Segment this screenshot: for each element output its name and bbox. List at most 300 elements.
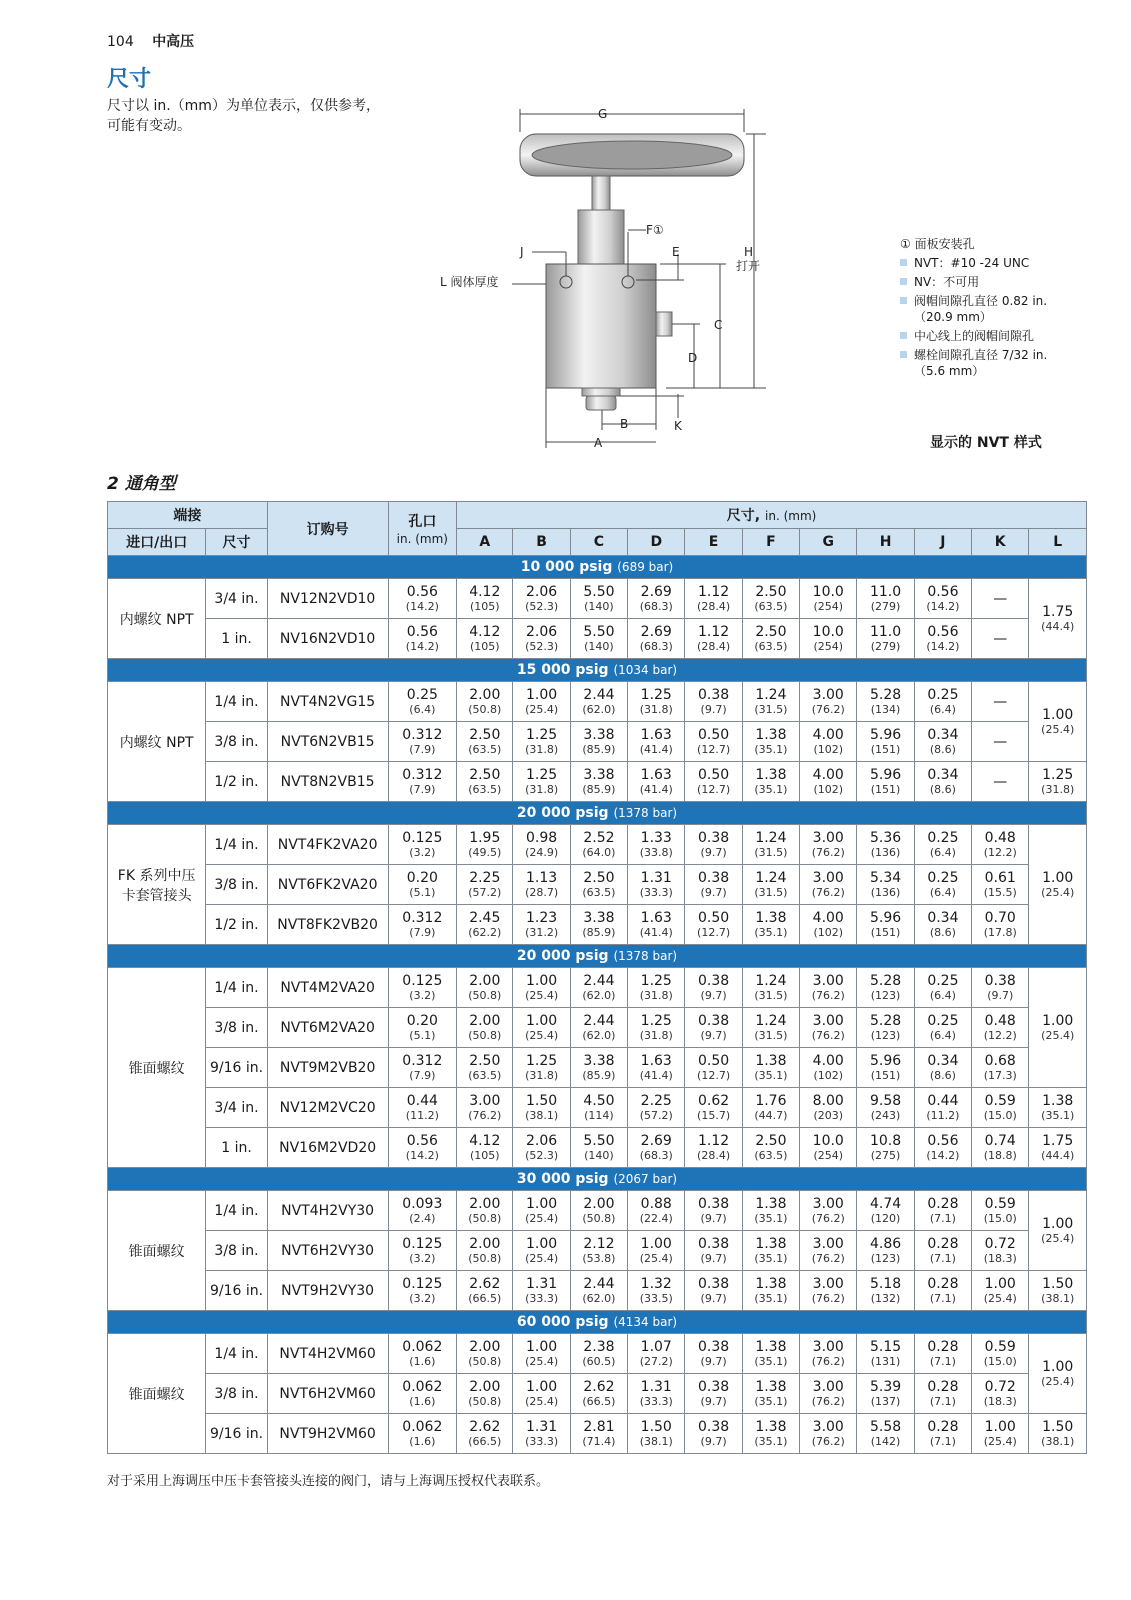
dim-cell-d <box>628 1128 685 1168</box>
size-cell: 3/4 in. <box>206 579 267 619</box>
value-in: 0.38 <box>698 1419 730 1435</box>
dim-cell-f <box>742 762 799 802</box>
bullet-icon <box>900 278 907 285</box>
value-in: 4.86 <box>869 1236 902 1252</box>
value-in: 10.0 <box>812 584 844 600</box>
dim-cell-f <box>742 619 799 659</box>
dim-cell-g <box>800 762 857 802</box>
table-row <box>108 722 1087 762</box>
dim-cell-d <box>628 1008 685 1048</box>
orifice-cell <box>388 1048 457 1088</box>
value-mm: (31.8) <box>639 1029 673 1042</box>
dim-cell-k <box>972 1088 1029 1128</box>
value-mm: (49.5) <box>468 846 502 859</box>
value-in: 1.50 <box>526 1093 558 1109</box>
value-in: 0.38 <box>698 1339 730 1355</box>
value-mm: (17.8) <box>983 926 1017 939</box>
label-H: H <box>744 245 754 259</box>
size-cell: 9/16 in. <box>206 1048 267 1088</box>
dim-cell-k <box>972 1008 1029 1048</box>
value-in: 5.28 <box>869 1013 902 1029</box>
value-mm: (38.1) <box>1041 1292 1075 1305</box>
dim-cell-b <box>513 1088 570 1128</box>
dim-cell-c <box>570 1271 627 1311</box>
value-in: 4.00 <box>812 767 844 783</box>
value-in: 0.50 <box>698 910 730 926</box>
value-in: 0.20 <box>406 1013 438 1029</box>
dim-cell-g <box>800 968 857 1008</box>
value-mm: (132) <box>870 1292 901 1305</box>
value-mm: (1.6) <box>409 1435 436 1448</box>
value-in: 0.38 <box>698 870 730 886</box>
value-mm: (14.2) <box>926 640 960 653</box>
dim-cell-e <box>685 579 742 619</box>
dim-cell-k <box>972 1191 1029 1231</box>
dim-cell-h <box>857 968 914 1008</box>
value-in: 1.07 <box>640 1339 672 1355</box>
dim-cell-e <box>685 1414 742 1454</box>
value-mm: (105) <box>469 640 500 653</box>
value-in: 2.45 <box>469 910 501 926</box>
bullet-icon <box>900 332 907 339</box>
dim-cell-c <box>570 682 627 722</box>
table-row <box>108 1374 1087 1414</box>
value-in: 0.38 <box>698 1236 730 1252</box>
value-in: 0.56 <box>927 1133 959 1149</box>
label-E: E <box>672 245 680 259</box>
dim-cell-j <box>914 1271 971 1311</box>
note-item <box>900 293 1047 325</box>
note-text: NV：不可用 <box>914 275 980 289</box>
dim-cell-f <box>742 1231 799 1271</box>
dim-cell-j <box>914 905 971 945</box>
value-in: 0.56 <box>927 584 959 600</box>
value-mm: (33.3) <box>525 1292 559 1305</box>
value-mm: (63.5) <box>582 886 616 899</box>
dim-cell-d <box>628 579 685 619</box>
order-number-cell: NVT4H2VM60 <box>267 1334 388 1374</box>
value-in: 0.59 <box>984 1339 1016 1355</box>
value-in: 5.28 <box>869 973 902 989</box>
size-cell: 1/4 in. <box>206 1334 267 1374</box>
port-type-cell: 锥面螺纹 <box>108 1191 206 1311</box>
value-mm: (136) <box>870 886 901 899</box>
col-header-l: L <box>1029 529 1087 556</box>
value-in: 0.56 <box>406 624 438 640</box>
dim-cell-f <box>742 682 799 722</box>
dim-cell-k <box>972 682 1029 722</box>
value-in: 2.69 <box>640 1133 672 1149</box>
dim-cell-f <box>742 1334 799 1374</box>
size-cell: 1/4 in. <box>206 968 267 1008</box>
value-mm: (14.2) <box>926 1149 960 1162</box>
orifice-cell <box>388 1088 457 1128</box>
value-mm: (66.5) <box>468 1292 502 1305</box>
dim-cell-l <box>1029 1271 1087 1311</box>
value-in: 5.36 <box>869 830 902 846</box>
dim-cell-f <box>742 905 799 945</box>
value-mm: (131) <box>870 1355 901 1368</box>
value-mm: (66.5) <box>582 1395 616 1408</box>
value-mm: (137) <box>870 1395 901 1408</box>
value-mm: (85.9) <box>582 743 616 756</box>
value-mm: (18.8) <box>983 1149 1017 1162</box>
value-in: 0.56 <box>406 1133 438 1149</box>
value-mm: (9.7) <box>700 1029 727 1042</box>
value-mm: (114) <box>584 1109 614 1122</box>
value-in: 3.00 <box>812 1339 844 1355</box>
dim-cell-f <box>742 1048 799 1088</box>
value-mm: (15.5) <box>983 886 1017 899</box>
value-in: 10.0 <box>812 624 844 640</box>
value-mm: (123) <box>870 1029 901 1042</box>
dim-cell-c <box>570 865 627 905</box>
value-in: 1.00 <box>526 1379 558 1395</box>
value-in: 2.06 <box>526 1133 558 1149</box>
table-row <box>108 1008 1087 1048</box>
col-header-k: K <box>972 529 1029 556</box>
port-type-cell: 内螺纹 NPT <box>108 682 206 802</box>
value-in: 1.25 <box>640 973 672 989</box>
orifice-cell <box>388 1414 457 1454</box>
value-in: 0.125 <box>402 830 443 846</box>
value-in: 2.52 <box>583 830 615 846</box>
value-mm: (35.1) <box>754 1212 788 1225</box>
size-cell: 3/4 in. <box>206 1088 267 1128</box>
value-mm: (33.3) <box>639 1395 673 1408</box>
dim-cell-c <box>570 722 627 762</box>
value-mm: (25.4) <box>525 1212 559 1225</box>
value-in: 2.06 <box>526 624 558 640</box>
value-mm: (7.1) <box>929 1435 956 1448</box>
note-text: 阀帽间隙孔直径 0.82 in. <box>914 294 1048 308</box>
pressure-rating: 20 000 psig <box>516 948 609 964</box>
value-in: 5.96 <box>869 910 902 926</box>
section-title: 中高压 <box>152 34 195 50</box>
dim-cell-l <box>1029 762 1087 802</box>
dim-cell-h <box>857 1334 914 1374</box>
value-in: 4.12 <box>469 584 501 600</box>
dim-cell-l <box>1029 1334 1087 1414</box>
value-mm: (9.7) <box>700 886 727 899</box>
value-mm: (9.7) <box>987 989 1014 1002</box>
dim-cell-k <box>972 968 1029 1008</box>
order-number-cell: NVT4N2VG15 <box>267 682 388 722</box>
value-mm: (123) <box>870 1252 901 1265</box>
value-in: 0.28 <box>927 1196 959 1212</box>
dim-cell-k <box>972 722 1029 762</box>
pressure-rating: 15 000 psig <box>516 662 609 678</box>
dim-cell-f <box>742 1414 799 1454</box>
value-in: 2.69 <box>640 584 672 600</box>
value-mm: (203) <box>813 1109 844 1122</box>
value-in: 1.24 <box>755 830 787 846</box>
value-mm: (71.4) <box>582 1435 616 1448</box>
dim-cell-e <box>685 905 742 945</box>
dim-cell-b <box>513 762 570 802</box>
dim-cell-d <box>628 1271 685 1311</box>
dim-cell-j <box>914 762 971 802</box>
value-mm: (102) <box>813 1069 844 1082</box>
value-in: 1.12 <box>698 624 730 640</box>
value-in: 1.38 <box>755 1236 787 1252</box>
value-in: 3.00 <box>812 1236 844 1252</box>
dim-cell-a <box>457 1334 513 1374</box>
dim-cell-b <box>513 1008 570 1048</box>
value-in: 11.0 <box>869 624 902 640</box>
value-in: 0.38 <box>698 1196 730 1212</box>
value-in: 4.50 <box>583 1093 615 1109</box>
dim-cell-j <box>914 1048 971 1088</box>
col-size-header: 尺寸 <box>206 529 267 556</box>
value-mm: (279) <box>870 640 901 653</box>
col-orifice-header <box>388 502 457 556</box>
table-row <box>108 825 1087 865</box>
value-mm: (6.4) <box>929 846 956 859</box>
dim-cell-d <box>628 1191 685 1231</box>
value-in: — <box>993 630 1008 647</box>
value-in: 1.24 <box>755 870 787 886</box>
value-mm: (62.0) <box>582 703 616 716</box>
value-mm: (105) <box>469 600 500 613</box>
value-in: — <box>993 733 1008 750</box>
note-item <box>900 274 1047 290</box>
table-title: 2 通角型 <box>107 474 176 494</box>
value-mm: (151) <box>870 783 901 796</box>
value-in: 5.96 <box>869 1053 902 1069</box>
dim-cell-g <box>800 682 857 722</box>
dim-cell-h <box>857 1374 914 1414</box>
value-in: 2.50 <box>755 584 787 600</box>
dim-cell-a <box>457 1271 513 1311</box>
value-in: 1.33 <box>640 830 672 846</box>
table-row <box>108 1088 1087 1128</box>
note-item <box>900 347 1047 379</box>
value-in: 2.25 <box>469 870 501 886</box>
value-mm: (50.8) <box>468 1395 502 1408</box>
order-number-cell: NV12M2VC20 <box>267 1088 388 1128</box>
value-in: 2.62 <box>469 1276 501 1292</box>
value-in: 3.00 <box>812 1276 844 1292</box>
value-in: 1.76 <box>755 1093 787 1109</box>
value-mm: (76.2) <box>811 1435 845 1448</box>
value-in: 1.00 <box>526 1196 558 1212</box>
value-mm: (31.5) <box>754 1029 788 1042</box>
dim-cell-b <box>513 825 570 865</box>
dim-cell-j <box>914 1334 971 1374</box>
value-in: 0.25 <box>927 870 959 886</box>
dim-cell-j <box>914 1088 971 1128</box>
value-mm: (6.4) <box>929 703 956 716</box>
dim-cell-l <box>1029 1088 1087 1128</box>
value-in: 1.12 <box>698 584 730 600</box>
value-in: 1.38 <box>1042 1093 1074 1109</box>
value-mm: (14.2) <box>405 640 439 653</box>
dim-cell-f <box>742 1271 799 1311</box>
value-in: 1.25 <box>526 1053 558 1069</box>
dim-cell-b <box>513 1231 570 1271</box>
dim-cell-h <box>857 905 914 945</box>
value-mm: (28.7) <box>525 886 559 899</box>
value-mm: (5.1) <box>409 1029 436 1042</box>
value-mm: (62.2) <box>468 926 502 939</box>
value-mm: (57.2) <box>639 1109 673 1122</box>
value-in: 10.0 <box>812 1133 844 1149</box>
page-number: 104 <box>107 34 134 50</box>
value-in: 1.95 <box>469 830 501 846</box>
value-mm: (25.4) <box>639 1252 673 1265</box>
value-in: 9.58 <box>869 1093 902 1109</box>
value-mm: (35.1) <box>754 1252 788 1265</box>
col-header-g: G <box>800 529 857 556</box>
dim-cell-g <box>800 1374 857 1414</box>
value-in: 0.48 <box>984 1013 1016 1029</box>
order-number-cell: NVT8N2VB15 <box>267 762 388 802</box>
value-in: 0.59 <box>984 1093 1016 1109</box>
value-in: 1.31 <box>640 1379 672 1395</box>
value-mm: (102) <box>813 926 844 939</box>
orifice-units: in. (mm) <box>396 531 448 546</box>
size-cell: 3/8 in. <box>206 722 267 762</box>
value-mm: (7.1) <box>929 1355 956 1368</box>
dim-cell-a <box>457 1414 513 1454</box>
value-mm: (53.8) <box>582 1252 616 1265</box>
value-in: 1.38 <box>755 1379 787 1395</box>
value-in: 2.62 <box>583 1379 615 1395</box>
dim-cell-k <box>972 1334 1029 1374</box>
value-mm: (12.7) <box>697 926 731 939</box>
value-in: 1.00 <box>1042 870 1074 886</box>
value-in: 2.50 <box>469 767 501 783</box>
value-in: 3.38 <box>583 1053 615 1069</box>
value-in: 4.12 <box>469 624 501 640</box>
dim-cell-b <box>513 1414 570 1454</box>
value-in: 1.25 <box>526 767 558 783</box>
value-in: 0.34 <box>927 727 959 743</box>
value-in: 1.75 <box>1042 1133 1074 1149</box>
value-mm: (7.1) <box>929 1292 956 1305</box>
dim-cell-h <box>857 682 914 722</box>
value-mm: (17.3) <box>983 1069 1017 1082</box>
intro-text <box>107 96 380 136</box>
dim-cell-h <box>857 1271 914 1311</box>
note-text: 中心线上的阀帽间隙孔 <box>914 329 1035 343</box>
orifice-cell <box>388 1231 457 1271</box>
orifice-label: 孔口 <box>408 513 437 530</box>
value-mm: (136) <box>870 846 901 859</box>
value-mm: (41.4) <box>639 1069 673 1082</box>
dim-cell-f <box>742 1191 799 1231</box>
value-mm: (25.4) <box>1041 1029 1075 1042</box>
value-mm: (68.3) <box>639 640 673 653</box>
value-mm: (33.8) <box>639 846 673 859</box>
dim-cell-j <box>914 579 971 619</box>
value-mm: (25.4) <box>525 1029 559 1042</box>
pressure-band <box>108 1311 1087 1334</box>
dims-label: 尺寸, <box>726 508 761 524</box>
value-in: 5.39 <box>869 1379 902 1395</box>
dim-cell-g <box>800 722 857 762</box>
dim-cell-e <box>685 1128 742 1168</box>
value-in: 1.00 <box>526 973 558 989</box>
value-in: 1.31 <box>640 870 672 886</box>
value-mm: (18.3) <box>983 1395 1017 1408</box>
size-cell: 3/8 in. <box>206 865 267 905</box>
value-mm: (31.5) <box>754 846 788 859</box>
value-in: 0.50 <box>698 727 730 743</box>
dim-cell-d <box>628 1231 685 1271</box>
dim-cell-c <box>570 1231 627 1271</box>
dim-cell-a <box>457 722 513 762</box>
value-mm: (41.4) <box>639 926 673 939</box>
dim-cell-a <box>457 1231 513 1271</box>
value-in: 1.50 <box>640 1419 672 1435</box>
value-in: 0.093 <box>402 1196 443 1212</box>
value-in: 3.00 <box>812 1379 844 1395</box>
value-in: — <box>993 590 1008 607</box>
value-mm: (52.3) <box>525 600 559 613</box>
dim-cell-c <box>570 619 627 659</box>
dim-cell-b <box>513 1191 570 1231</box>
col-order-header: 订购号 <box>267 502 388 556</box>
dim-cell-a <box>457 968 513 1008</box>
value-mm: (7.1) <box>929 1212 956 1225</box>
port-type-cell: 锥面螺纹 <box>108 1334 206 1454</box>
col-header-h: H <box>857 529 914 556</box>
value-in: 5.28 <box>869 687 902 703</box>
dim-cell-g <box>800 1128 857 1168</box>
dim-cell-a <box>457 1374 513 1414</box>
label-J: J <box>520 245 524 259</box>
value-mm: (25.4) <box>1041 1232 1075 1245</box>
value-mm: (12.2) <box>983 1029 1017 1042</box>
value-in: 1.32 <box>640 1276 672 1292</box>
col-header-j: J <box>914 529 971 556</box>
dim-cell-a <box>457 905 513 945</box>
value-mm: (28.4) <box>697 600 731 613</box>
value-mm: (31.8) <box>525 1069 559 1082</box>
orifice-cell <box>388 1128 457 1168</box>
value-mm: (12.7) <box>697 743 731 756</box>
value-mm: (31.5) <box>754 703 788 716</box>
value-mm: (2.4) <box>409 1212 436 1225</box>
dim-cell-j <box>914 722 971 762</box>
dim-cell-c <box>570 1334 627 1374</box>
dim-cell-b <box>513 1334 570 1374</box>
value-mm: (33.3) <box>525 1435 559 1448</box>
value-mm: (50.8) <box>468 703 502 716</box>
valve-dimension-diagram <box>420 104 800 464</box>
value-mm: (31.2) <box>525 926 559 939</box>
value-in: 4.00 <box>812 910 844 926</box>
value-mm: (9.7) <box>700 1212 727 1225</box>
value-mm: (31.8) <box>525 783 559 796</box>
value-mm: (68.3) <box>639 600 673 613</box>
value-mm: (14.2) <box>926 600 960 613</box>
dim-cell-c <box>570 968 627 1008</box>
dim-cell-h <box>857 1048 914 1088</box>
value-mm: (50.8) <box>468 1355 502 1368</box>
dim-cell-e <box>685 968 742 1008</box>
value-in: 0.25 <box>927 687 959 703</box>
dim-cell-j <box>914 1008 971 1048</box>
size-cell: 1/4 in. <box>206 682 267 722</box>
value-in: 3.00 <box>812 1196 844 1212</box>
order-number-cell: NVT6H2VY30 <box>267 1231 388 1271</box>
value-mm: (31.8) <box>639 703 673 716</box>
value-mm: (25.4) <box>983 1435 1017 1448</box>
port-type-cell: 内螺纹 NPT <box>108 579 206 659</box>
